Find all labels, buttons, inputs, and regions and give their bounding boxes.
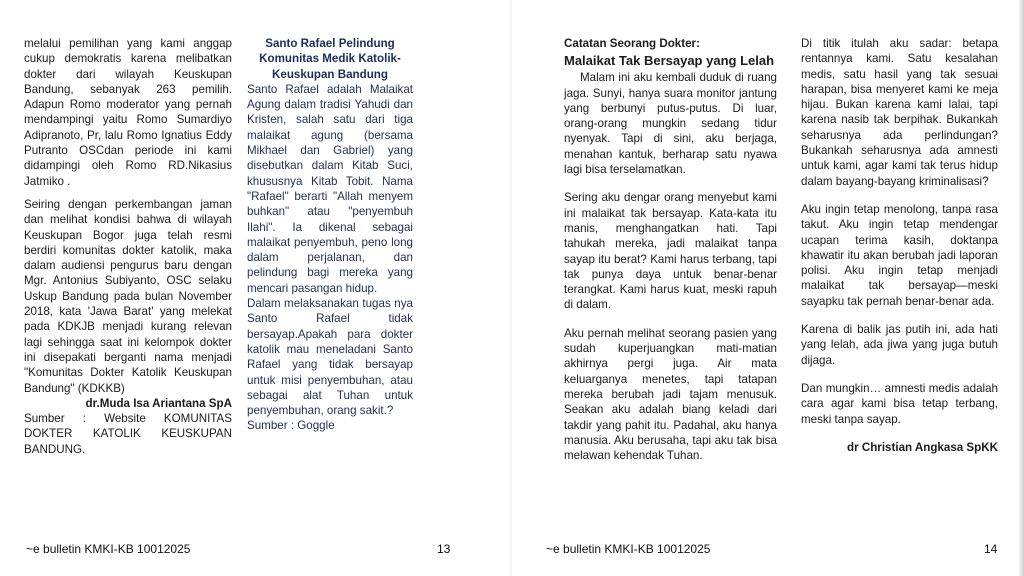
- right-column-1: [564, 36, 777, 463]
- right-signature: dr Christian Angkasa SpKK: [847, 440, 998, 454]
- left-signature: dr.Muda Isa Ariantana SpA: [85, 396, 232, 410]
- left-col1-paragraph-1: melalui pemilihan yang kami anggap cukup demokratis karena melibatkan dokter dari wilayah Keuskupan Bandung, sebanyak 263 pemilih. Adapun Romo moderator yang pernah mendampingi yaitu Romo Sumardiyo Adipranoto, Pr, lalu Romo Ignatius Eddy Putranto OSCdan periode ini kami didampingi oleh Romo RD.Nikasius Jatmiko .: [24, 37, 232, 188]
- article-title-santo-rafael: Santo Rafael Pelindung Komunitas Medik Katolik-Keuskupan Bandung: [259, 37, 401, 81]
- page-number-left: 13: [437, 542, 451, 556]
- right-column-2: [801, 36, 998, 455]
- right-col2-paragraph-4: Dan mungkin… amnesti medis adalah cara agar kami bisa tetap terbang, meski tanpa sayap.: [801, 381, 998, 426]
- right-col2-paragraph-1: Di titik itulah aku sadar: betapa rentannya kami. Satu kesalahan medis, satu hasil yang tak sesuai harapan, bisa menyeret kami ke meja hijau. Bukan karena kami lalai, tapi karena nasib tak berpihak. Bukankah seharusnya ada perlindungan? Bukankah seharusnya ada amnesti untuk kami, agar kami tak terus hidup dalam bayang-bayang kriminalisasi?: [801, 37, 998, 188]
- page-number-right: 14: [984, 542, 998, 556]
- page-edge-shadow: [1018, 0, 1024, 576]
- footer-left: ~e bulletin KMKI-KB 10012025: [26, 542, 191, 556]
- left-col2-source: Sumber : Goggle: [247, 419, 335, 433]
- right-col2-paragraph-3: Karena di balik jas putih ini, ada hati yang lelah, ada jiwa yang juga butuh dijaga.: [801, 323, 998, 367]
- left-column-1: [24, 36, 232, 457]
- section-label: Catatan Seorang Dokter:: [564, 37, 700, 50]
- left-col2-paragraph-1: Santo Rafael adalah Malaikat Agung dalam tradisi Yahudi dan Kristen, salah satu dari tiga malaikat agung (bersama Mikhael dan Gabriel) yang disebutkan dalam Kitab Suci, khususnya Kitab Tobit. Nama "Rafael" berarti "Allah menyem buhkan" atau "penyembuh Ilahi". Ia dikenal sebagai malaikat penyembuh, peno long dalam perjalanan, dan pelindung bagi mereka yang mencari pasangan hidup.: [247, 82, 413, 295]
- left-column-2: [247, 36, 413, 434]
- left-source: Sumber : Website KOMUNITAS DOKTER KATOLIK KEUSKUPAN BANDUNG.: [24, 412, 232, 456]
- article-headline: Malaikat Tak Bersayap yang Lelah: [564, 53, 775, 69]
- right-col1-paragraph-1: Malam ini aku kembali duduk di ruang jaga. Sunyi, hanya suara monitor jantung yang berbunyi putus-putus. Di luar, orang-orang mungkin sedang tidur nyenyak. Tapi di sini, aku berjaga, menahan kantuk, berharap satu nyawa lagi bisa terselamatkan.: [564, 71, 777, 177]
- left-col2-paragraph-2: Dalam melaksanakan tugas nya Santo Rafael tidak bersayap.Apakah para dokter katolik mau meneladani Santo Rafael yang tidak bersayap untuk misi penyembuhan, atau sebagai alat Tuhan untuk penyembuhan, orang sakit.?: [247, 297, 413, 418]
- right-col1-paragraph-3: Aku pernah melihat seorang pasien yang sudah kuperjuangkan mati-matian akhirnya pergi juga. Air mata keluarganya menetes, tapi tatapan mereka berubah jadi tajam menusuk. Seakan aku adalah biang keladi dari takdir yang pahit itu. Padahal, aku hanya manusia. Aku berusaha, tapi aku tak bisa melawan kehendak Tuhan.: [564, 326, 777, 463]
- left-col1-paragraph-2: Seiring dengan perkembangan jaman dan melihat kondisi bahwa di wilayah Keuskupan Bogor juga telah resmi berdiri komunitas dokter katolik, maka dalam audiensi pengurus baru dengan Mgr. Antonius Subiyanto, OSC selaku Uskup Bandung pada bulan November 2018, kata 'Jawa Barat' yang melekat pada KDKJB menjadi kurang relevan lagi sehingga saat ini kelompok dokter ini disepakati berganti nama menjadi "Komunitas Dokter Katolik Keuskupan Bandung" (KDKKB): [24, 197, 232, 395]
- right-col1-paragraph-2: Sering aku dengar orang menyebut kami ini malaikat tak bersayap. Kata-kata itu manis, menghangatkan hati. Tapi tahukah mereka, jadi malaikat tanpa sayap itu berat? Kami harus terbang, tapi tak punya daya untuk benar-benar terangkat. Kami harus kuat, meski rapuh di dalam.: [564, 191, 777, 312]
- right-col2-paragraph-2: Aku ingin tetap menolong, tanpa rasa takut. Aku ingin tetap mendengar ucapan terima kasih, doktanpa khawatir itu akan berubah jadi laporan polisi. Aku ingin tetap menjadi malaikat tak bersayap—meski sayapku tak pernah benar-benar ada.: [801, 202, 998, 308]
- footer-right: ~e bulletin KMKI-KB 10012025: [546, 542, 711, 556]
